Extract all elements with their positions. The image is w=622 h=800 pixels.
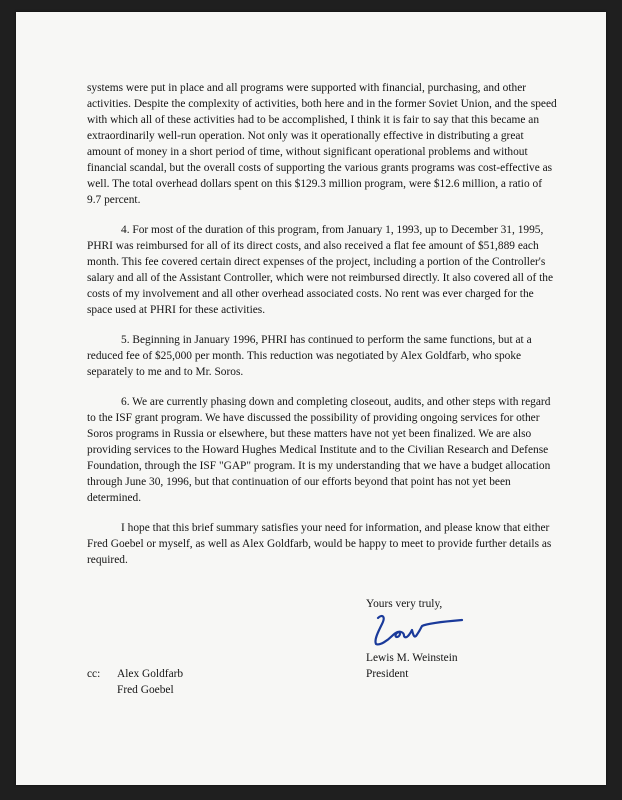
letter-body [87, 80, 557, 582]
cc-block [87, 666, 307, 698]
paragraph-6: 6. We are currently phasing down and completing closeout, audits, and other steps with regard to the ISF grant program. We have discussed the possibility of providing ongoing services for other Soros programs in Russia or elsewhere, but these matters have not yet been finalized. We are also providing services to the Howard Hughes Medical Institute and to the Civilian Research and Defense Foundation, through the ISF "GAP" program. It is my understanding that we have a budget allocation through June 30, 1996, but that continuation of our efforts beyond that point has not yet been determined. [87, 396, 551, 504]
cc-label: cc: [87, 668, 101, 680]
signature-image [366, 610, 476, 650]
paragraph-closing-remark: I hope that this brief summary satisfies your need for information, and please know that either Fred Goebel or myself, as well as Alex Goldfarb, would be happy to meet to provide further details as required. [87, 522, 552, 566]
paragraph-continuation: systems were put in place and all programs were supported with financial, purchasing, and other activities. Despite the complexity of activities, both here and in the former Soviet Union, and the speed with which all of these activities had to be accomplished, I think it is fair to say that this became an extraordinarily well-run operation. Not only was it operationally effective in distributing a great amount of money in a short period of time, without significant operational problems and without financial scandal, but the overall costs of supporting the various grants programs was cost-effective as well. The total overhead dollars spent on this $129.3 million program, were $12.6 million, a ratio of 9.7 percent. [87, 82, 557, 206]
signer-title: President [366, 668, 409, 680]
signer-name: Lewis M. Weinstein [366, 652, 458, 664]
paragraph-5: 5. Beginning in January 1996, PHRI has continued to perform the same functions, but at a reduced fee of $25,000 per month. This reduction was negotiated by Alex Goldfarb, who spoke separately to me and to Mr. Soros. [87, 334, 532, 378]
signature-block [366, 650, 566, 682]
cc-recipient: Alex Goldfarb [117, 668, 184, 680]
cc-recipient: Fred Goebel [117, 684, 174, 696]
paragraph-4: 4. For most of the duration of this program, from January 1, 1993, up to December 31, 1995, PHRI was reimbursed for all of its direct costs, and also received a flat fee amount of $51,889 each month. This fee covered certain direct expenses of the project, including a portion of the Controller's salary and all of the Assistant Controller, which were not reimbursed directly. It also covered all of the costs of my involvement and all other overhead associated costs. No rent was ever charged for the space used at PHRI for these activities. [87, 224, 553, 316]
complimentary-close: Yours very truly, [366, 598, 443, 610]
letter-page [16, 12, 606, 785]
